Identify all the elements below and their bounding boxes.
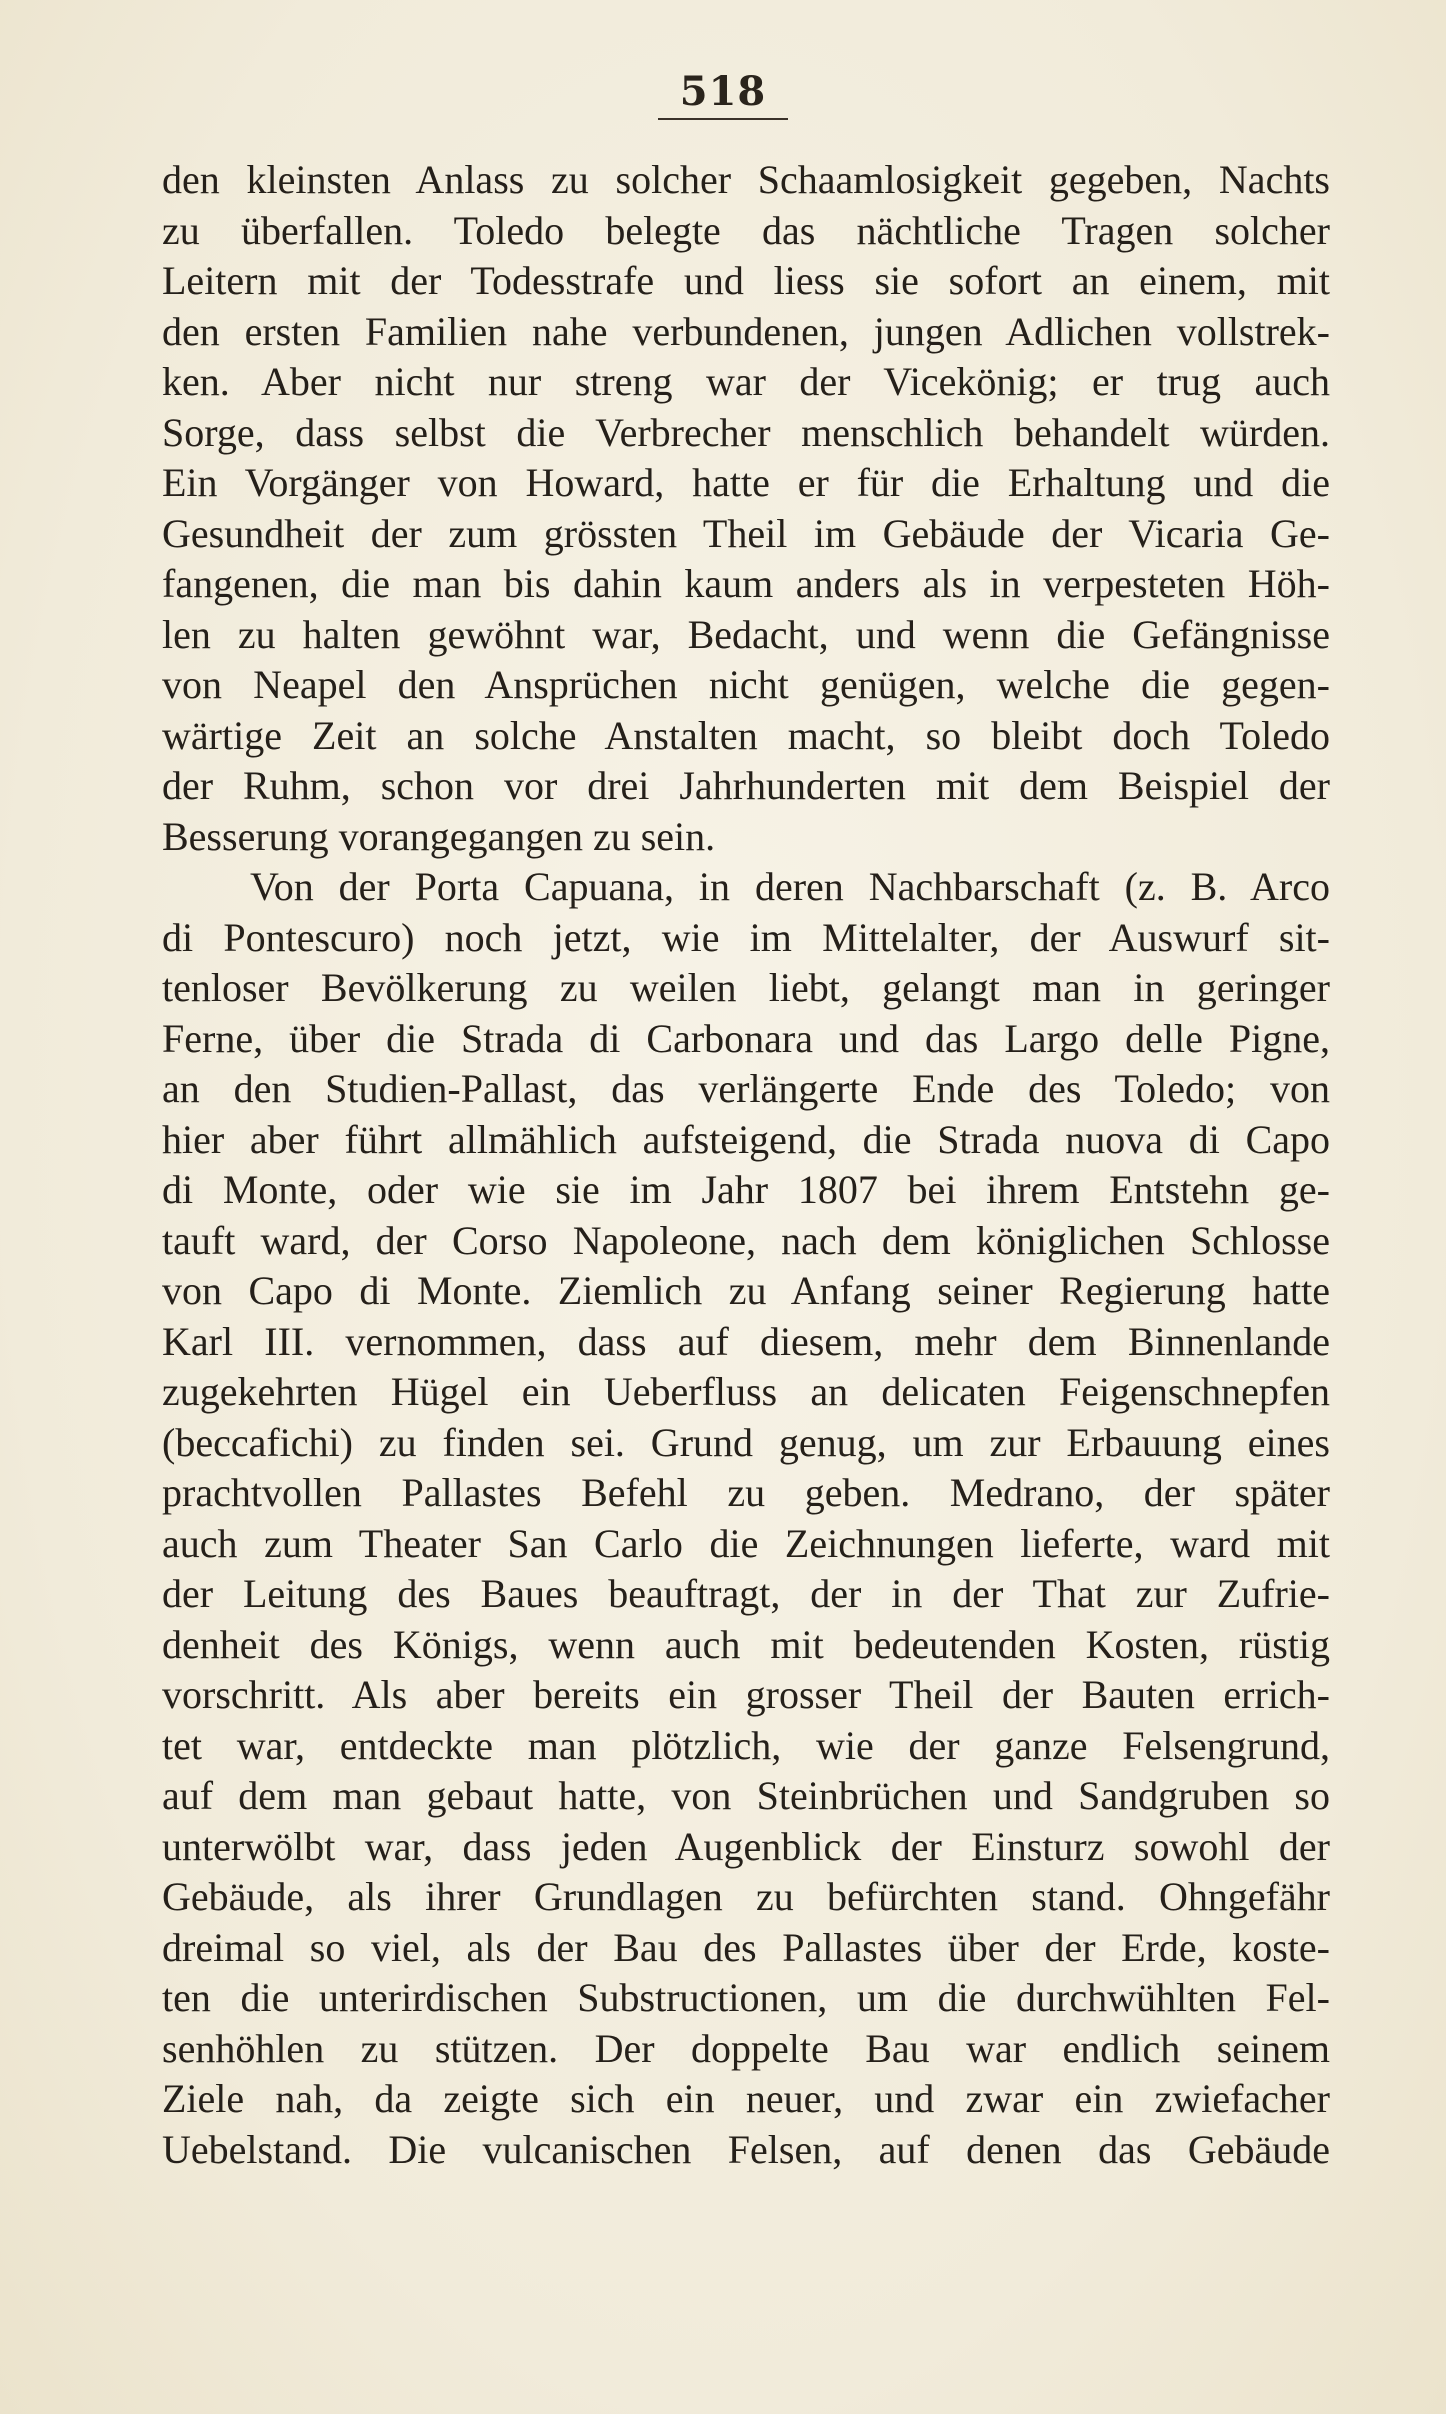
text-line: auch zum Theater San Carlo die Zeichnungen lieferte, ward mit (162, 1520, 1330, 1566)
text-line: ken. Aber nicht nur streng war der Vicekönig; er trug auch (162, 359, 1330, 404)
text-line: zugekehrten Hügel ein Ueberfluss an delicaten Feigenschnepfen (162, 1369, 1330, 1414)
text-line: Gebäude, als ihrer Grundlagen zu befürchten stand. Ohngefähr (162, 1874, 1330, 1919)
text-line: senhöhlen zu stützen. Der doppelte Bau war endlich seinem (162, 2025, 1330, 2071)
text-line: von Neapel den Ansprüchen nicht genügen, welche die gegen- (162, 662, 1330, 707)
paragraph-end-line: Besserung vorangegangen zu sein. (162, 813, 716, 859)
text-line: vorschritt. Als aber bereits ein grosser Theil der Bauten errich- (162, 1672, 1330, 1717)
text-line: Ziele nah, da zeigte sich ein neuer, und zwar ein zwiefacher (162, 2076, 1330, 2121)
text-line: Uebelstand. Die vulcanischen Felsen, auf denen das Gebäude (162, 2126, 1330, 2172)
text-line: der Ruhm, schon vor drei Jahrhunderten mit dem Beispiel der (162, 763, 1330, 808)
text-line: Karl III. vernommen, dass auf diesem, mehr dem Binnenlande (162, 1318, 1330, 1364)
text-line: tauft ward, der Corso Napoleone, nach dem königlichen Schlosse (162, 1217, 1330, 1263)
text-line: den ersten Familien nahe verbundenen, jungen Adlichen vollstrek- (162, 308, 1330, 354)
text-line: unterwölbt war, dass jeden Augenblick der Einsturz sowohl der (162, 1823, 1330, 1869)
text-line: auf dem man gebaut hatte, von Steinbrüchen und Sandgruben so (162, 1773, 1330, 1818)
text-line: di Monte, oder wie sie im Jahr 1807 bei ihrem Entstehn ge- (162, 1167, 1330, 1212)
page-number: 518 (658, 70, 789, 120)
text-line: denheit des Königs, wenn auch mit bedeutenden Kosten, rüstig (162, 1621, 1330, 1667)
paragraph-start-line: Von der Porta Capuana, in deren Nachbarschaft (z. B. Arco (250, 864, 1330, 909)
body-text (162, 155, 1330, 2175)
text-line: Gesundheit der zum grössten Theil im Gebäude der Vicaria Ge- (162, 510, 1330, 556)
text-line: der Leitung des Baues beauftragt, der in der That zur Zufrie- (162, 1571, 1330, 1616)
text-line: fangenen, die man bis dahin kaum anders als in verpesteten Höh- (162, 561, 1330, 606)
text-line: den kleinsten Anlass zu solcher Schaamlosigkeit gegeben, Nachts (162, 157, 1330, 202)
page-header (0, 70, 1446, 120)
text-line: ten die unterirdischen Substructionen, um die durchwühlten Fel- (162, 1975, 1330, 2020)
text-line: dreimal so viel, als der Bau des Pallastes über der Erde, koste- (162, 1924, 1330, 1970)
text-line: an den Studien-Pallast, das verlängerte Ende des Toledo; von (162, 1066, 1330, 1111)
text-line: Ferne, über die Strada di Carbonara und das Largo delle Pigne, (162, 1015, 1330, 1061)
text-line: (beccafichi) zu finden sei. Grund genug, um zur Erbauung eines (162, 1419, 1330, 1465)
text-line: prachtvollen Pallastes Befehl zu geben. Medrano, der später (162, 1470, 1330, 1515)
text-line: tenloser Bevölkerung zu weilen liebt, gelangt man in geringer (162, 965, 1330, 1010)
text-line: Leitern mit der Todesstrafe und liess sie sofort an einem, mit (162, 258, 1330, 303)
text-line: Sorge, dass selbst die Verbrecher menschlich behandelt würden. (162, 409, 1330, 455)
text-line: len zu halten gewöhnt war, Bedacht, und wenn die Gefängnisse (162, 611, 1330, 657)
text-line: zu überfallen. Toledo belegte das nächtliche Tragen solcher (162, 207, 1330, 253)
text-line: di Pontescuro) noch jetzt, wie im Mittelalter, der Auswurf sit- (162, 914, 1330, 960)
text-line: von Capo di Monte. Ziemlich zu Anfang seiner Regierung hatte (162, 1268, 1330, 1313)
text-line: tet war, entdeckte man plötzlich, wie der ganze Felsengrund, (162, 1722, 1330, 1768)
text-line: Ein Vorgänger von Howard, hatte er für die Erhaltung und die (162, 460, 1330, 505)
text-line: wärtige Zeit an solche Anstalten macht, so bleibt doch Toledo (162, 712, 1330, 758)
text-line: hier aber führt allmählich aufsteigend, die Strada nuova di Capo (162, 1116, 1330, 1162)
